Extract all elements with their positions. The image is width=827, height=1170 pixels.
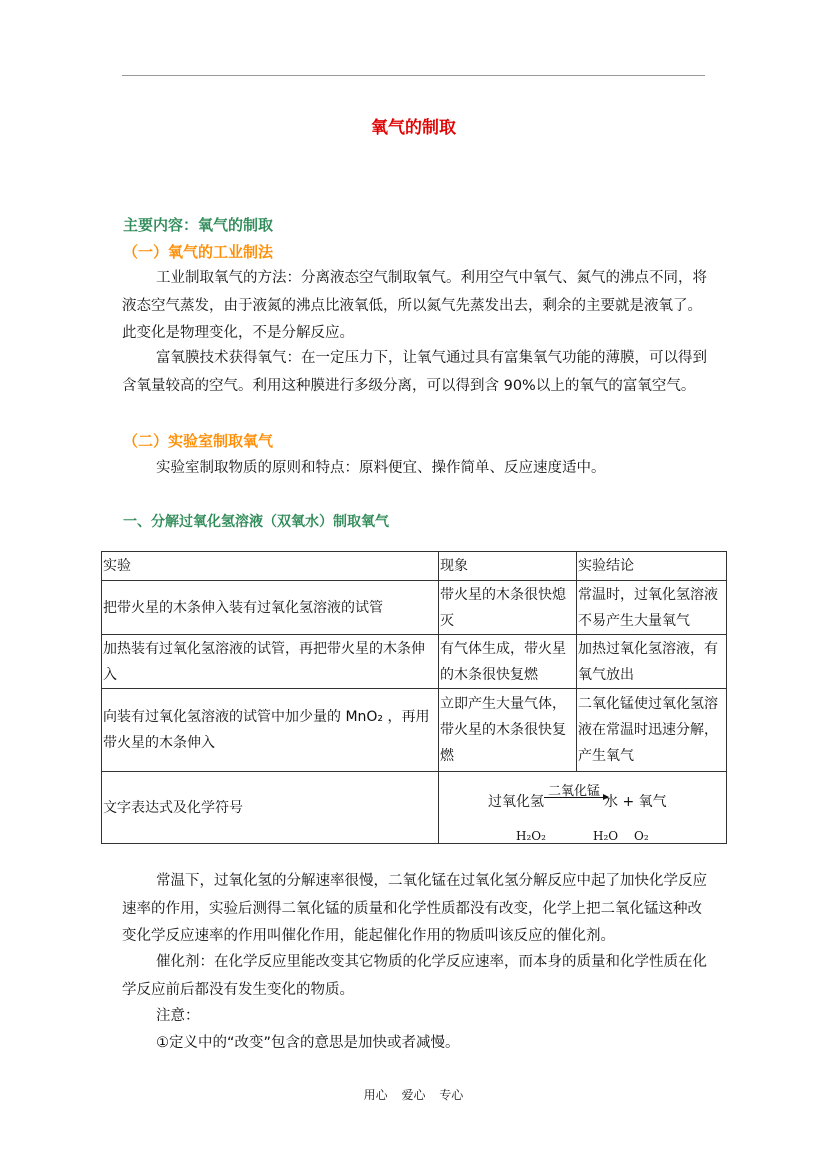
- table-cell: 有气体生成，带火星的木条很快复燃: [439, 635, 577, 689]
- subsection-heading: 一、分解过氧化氢溶液（双氧水）制取氧气: [123, 514, 389, 530]
- table-row: [102, 581, 727, 635]
- catalyst-definition: 催化剂：在化学反应里能改变其它物质的化学反应速率，而本身的质量和化学性质在化学反应前后都没有发生变化的物质。: [122, 954, 707, 998]
- table-header-cell: 实验结论: [577, 552, 727, 581]
- section1-heading: （一）氧气的工业制法: [123, 243, 274, 261]
- page-footer: 用心 爱心 专心: [363, 1088, 464, 1102]
- formula-hydrogen-peroxide: H₂O₂: [516, 828, 546, 843]
- equation-reactant: 过氧化氢: [488, 793, 544, 810]
- table-cell: 带火星的木条很快熄灭: [439, 581, 577, 635]
- table-cell: 立即产生大量气体，带火星的木条很快复燃: [439, 689, 577, 772]
- explanation-paragraph1: 常温下，过氧化氢的分解速率很慢，二氧化锰在过氧化氢分解反应中起了加快化学反应速率的作用，实验后测得二氧化锰的质量和化学性质都没有改变，化学上把二氧化锰这种改变化学反应速率的作用叫催化作用，能起催化作用的物质叫该反应的催化剂。: [122, 873, 707, 944]
- section2-heading: （二）实验室制取氧气: [123, 432, 274, 450]
- table-header-cell: 实验: [102, 552, 439, 581]
- table-cell: 常温时，过氧化氢溶液不易产生大量氧气: [577, 581, 727, 635]
- header-rule: [122, 75, 705, 76]
- table-row: [102, 635, 727, 689]
- table-cell: 加热装有过氧化氢溶液的试管，再把带火星的木条伸入: [102, 635, 439, 689]
- main-heading: 主要内容：氧气的制取: [123, 216, 274, 234]
- section2-paragraph: 实验室制取物质的原则和特点：原料便宜、操作简单、反应速度适中。: [156, 460, 606, 476]
- table-row: [102, 689, 727, 772]
- equation-cell: [439, 772, 727, 844]
- page-title: 氧气的制取: [371, 118, 456, 138]
- section1-paragraph2: 富氧膜技术获得氧气：在一定压力下，让氧气通过具有富集氧气功能的薄膜，可以得到含氧量较高的空气。利用这种膜进行多级分离，可以得到含 90%以上的氧气的富氧空气。: [122, 350, 707, 394]
- note-label: 注意：: [156, 1008, 200, 1024]
- formula-water: H₂O: [593, 828, 619, 843]
- table-header-row: [102, 552, 727, 581]
- table-row-equation: [102, 772, 727, 844]
- table-cell: 加热过氧化氢溶液，有氧气放出: [577, 635, 727, 689]
- table-cell: 向装有过氧化氢溶液的试管中加少量的 MnO₂ ，再用带火星的木条伸入: [102, 689, 439, 772]
- table-header-cell: 现象: [439, 552, 577, 581]
- experiment-table: [101, 551, 727, 844]
- table-cell: 把带火星的木条伸入装有过氧化氢溶液的试管: [102, 581, 439, 635]
- equation-products: 水 + 氧气: [604, 793, 667, 810]
- equation-label: 文字表达式及化学符号: [102, 772, 439, 844]
- section1-paragraph1: 工业制取氧气的方法：分离液态空气制取氧气。利用空气中氧气、氮气的沸点不同，将液态空气蒸发，由于液氮的沸点比液氧低，所以氮气先蒸发出去，剩余的主要就是液氧了。此变化是物理变化，不是分解反应。: [122, 270, 707, 341]
- note-item-1: ①定义中的“改变”包含的意思是加快或者减慢。: [156, 1035, 460, 1051]
- equation-catalyst: 二氧化锰: [548, 783, 601, 799]
- table-cell: 二氧化锰使过氧化氢溶液在常温时迅速分解，产生氧气: [577, 689, 727, 772]
- formula-oxygen: O₂: [634, 828, 649, 843]
